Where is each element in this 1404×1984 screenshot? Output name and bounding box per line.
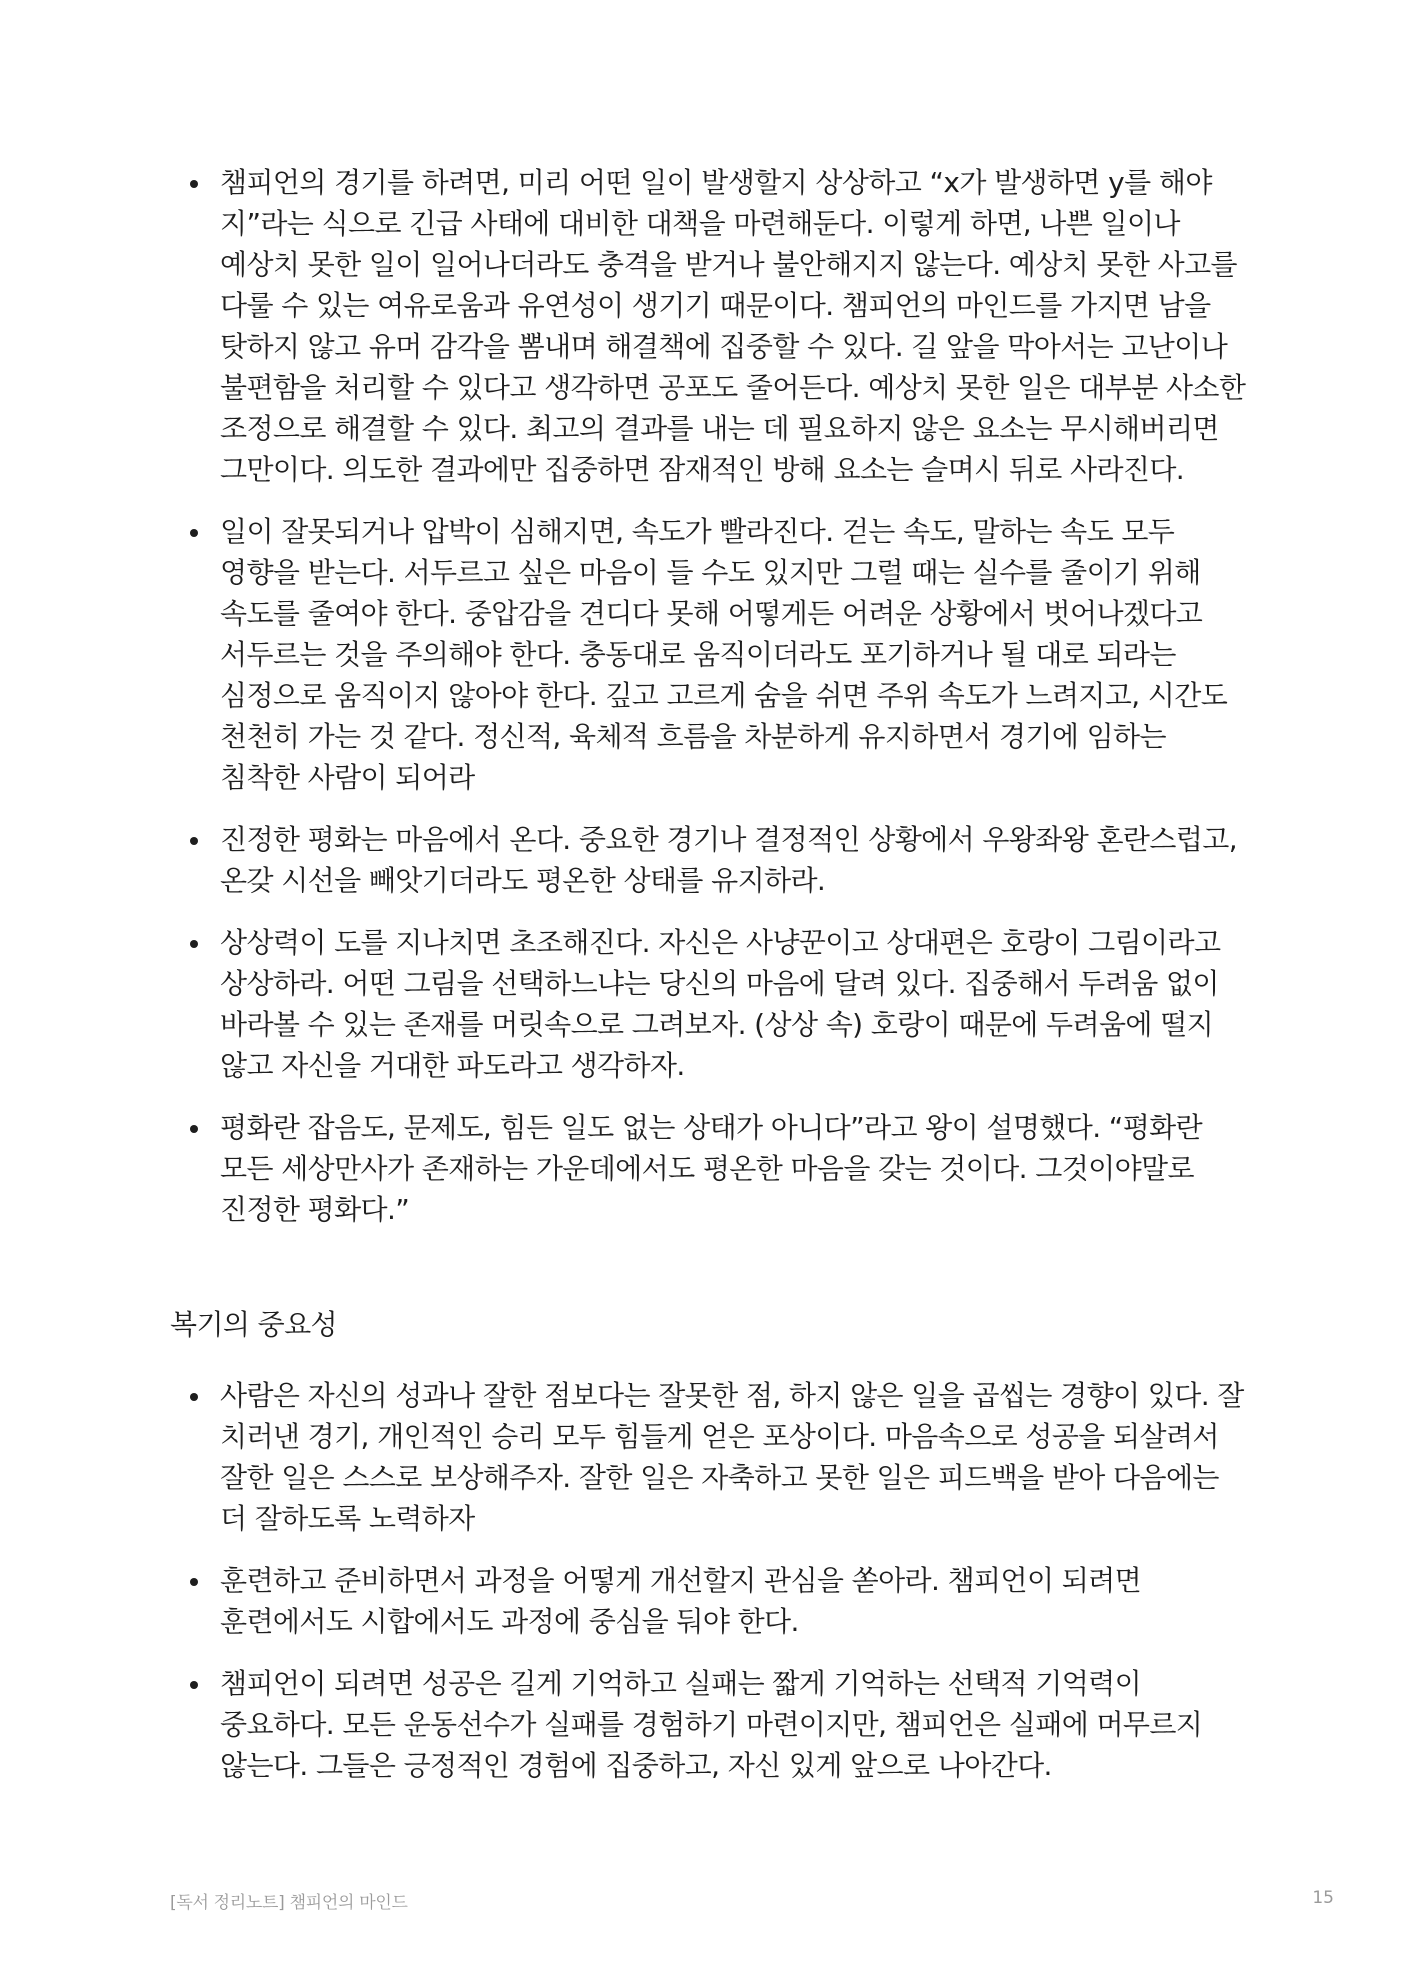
list-item: 진정한 평화는 마음에서 온다. 중요한 경기나 결정적인 상황에서 우왕좌왕 혼란스럽고, 온갖 시선을 빼앗기더라도 평온한 상태를 유지하라. bbox=[220, 819, 1250, 901]
list-item: 챔피언의 경기를 하려면, 미리 어떤 일이 발생할지 상상하고 “x가 발생하면 y를 해야 지”라는 식으로 긴급 사태에 대비한 대책을 마련해둔다. 이렇게 하면, 나쁜 일이나 예상치 못한 일이 일어나더라도 충격을 받거나 불안해지지 않는다. 예상치 못한 사고를 다룰 수 있는 여유로움과 유연성이 생기기 때문이다. 챔피언의 마인드를 가지면 남을 탓하지 않고 유머 감각을 뽐내며 해결책에 집중할 수 있다. 길 앞을 막아서는 고난이나 불편함을 처리할 수 있다고 생각하면 공포도 줄어든다. 예상치 못한 일은 대부분 사소한 조정으로 해결할 수 있다. 최고의 결과를 내는 데 필요하지 않은 요소는 무시해버리면 그만이다. 의도한 결과에만 집중하면 잠재적인 방해 요소는 슬며시 뒤로 사라진다. bbox=[220, 162, 1250, 490]
list-item: 챔피언이 되려면 성공은 길게 기억하고 실패는 짧게 기억하는 선택적 기억력이 중요하다. 모든 운동선수가 실패를 경험하기 마련이지만, 챔피언은 실패에 머무르지 않는다. 그들은 긍정적인 경험에 집중하고, 자신 있게 앞으로 나아간다. bbox=[220, 1663, 1250, 1786]
list-item: 평화란 잡음도, 문제도, 힘든 일도 없는 상태가 아니다”라고 왕이 설명했다. “평화란 모든 세상만사가 존재하는 가운데에서도 평온한 마음을 갖는 것이다. 그것이야말로 진정한 평화다.” bbox=[220, 1107, 1250, 1230]
page-number: 15 bbox=[1312, 1888, 1334, 1908]
page-content bbox=[0, 162, 1404, 1807]
list-item: 일이 잘못되거나 압박이 심해지면, 속도가 빨라진다. 걷는 속도, 말하는 속도 모두 영향을 받는다. 서두르고 싶은 마음이 들 수도 있지만 그럴 때는 실수를 줄이기 위해 속도를 줄여야 한다. 중압감을 견디다 못해 어떻게든 어려운 상황에서 벗어나겠다고 서두르는 것을 주의해야 한다. 충동대로 움직이더라도 포기하거나 될 대로 되라는 심정으로 움직이지 않아야 한다. 깊고 고르게 숨을 쉬면 주위 속도가 느려지고, 시간도 천천히 가는 것 같다. 정신적, 육체적 흐름을 차분하게 유지하면서 경기에 임하는 침착한 사람이 되어라 bbox=[220, 511, 1250, 798]
section-heading: 복기의 중요성 bbox=[170, 1308, 337, 1341]
bullet-list-2 bbox=[0, 1375, 1250, 1786]
list-item: 사람은 자신의 성과나 잘한 점보다는 잘못한 점, 하지 않은 일을 곱씹는 경향이 있다. 잘 치러낸 경기, 개인적인 승리 모두 힘들게 얻은 포상이다. 마음속으로 성공을 되살려서 잘한 일은 스스로 보상해주자. 잘한 일은 자축하고 못한 일은 피드백을 받아 다음에는 더 잘하도록 노력하자 bbox=[220, 1375, 1250, 1539]
list-item: 훈련하고 준비하면서 과정을 어떻게 개선할지 관심을 쏟아라. 챔피언이 되려면 훈련에서도 시합에서도 과정에 중심을 둬야 한다. bbox=[220, 1560, 1250, 1642]
list-item: 상상력이 도를 지나치면 초조해진다. 자신은 사냥꾼이고 상대편은 호랑이 그림이라고 상상하라. 어떤 그림을 선택하느냐는 당신의 마음에 달려 있다. 집중해서 두려움 없이 바라볼 수 있는 존재를 머릿속으로 그려보자. (상상 속) 호랑이 때문에 두려움에 떨지 않고 자신을 거대한 파도라고 생각하자. bbox=[220, 922, 1250, 1086]
footer-title: [독서 정리노트] 챔피언의 마인드 bbox=[170, 1893, 408, 1913]
bullet-list-1 bbox=[0, 162, 1250, 1230]
